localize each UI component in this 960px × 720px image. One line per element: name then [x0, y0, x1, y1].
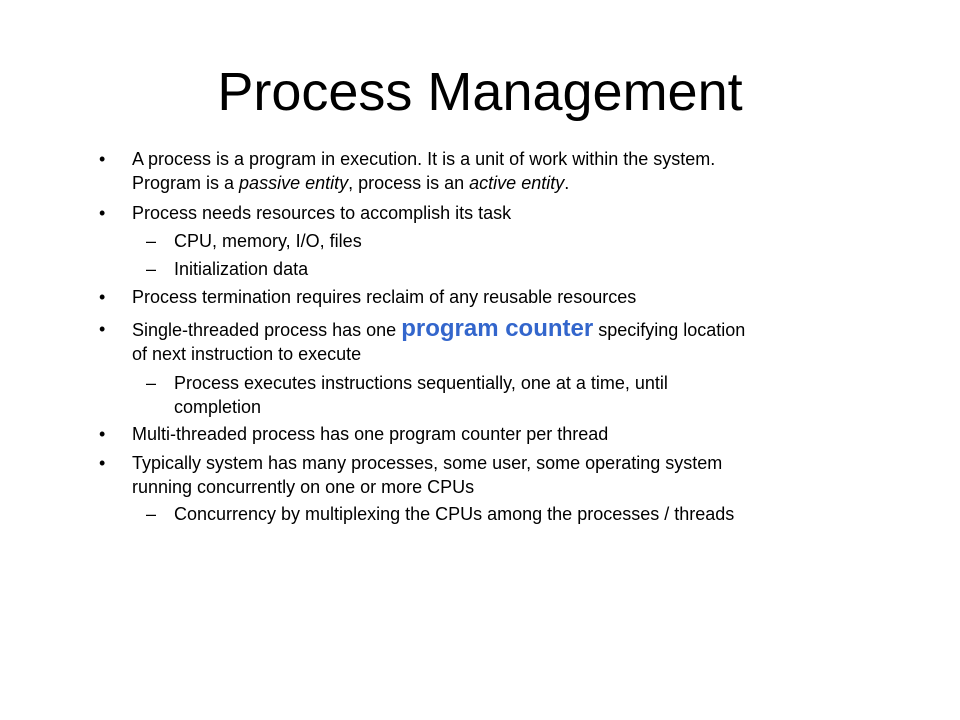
bullet-termination — [99, 285, 637, 309]
sub-bullet-cpu-memory — [146, 229, 362, 253]
bullet-multi-threaded — [99, 422, 609, 446]
bullet-single-threaded — [99, 315, 746, 366]
bullet-text: Multi-threaded process has one program counter per thread — [132, 424, 609, 444]
sub-bullet-text: Concurrency by multiplexing the CPUs among the processes / threads — [174, 504, 735, 524]
dash-marker: – — [146, 259, 157, 279]
bullet-marker: • — [99, 453, 106, 473]
dash-marker: – — [146, 504, 157, 524]
bullet-process-definition — [99, 147, 716, 195]
bullet-text: Typically system has many processes, some user, some operating system — [132, 453, 723, 473]
bullet-text: running concurrently on one or more CPUs — [132, 477, 475, 497]
dash-marker: – — [146, 231, 157, 251]
sub-bullet-concurrency — [146, 502, 735, 526]
sub-bullet-text: Process executes instructions sequentially, one at a time, until — [174, 373, 668, 393]
bullet-marker: • — [99, 203, 106, 223]
bullet-resources — [99, 201, 512, 225]
dash-marker: – — [146, 373, 157, 393]
bullet-text: Single-threaded process has one — [132, 320, 402, 340]
sub-bullet-init-data — [146, 257, 309, 281]
bullet-text: Process needs resources to accomplish its task — [132, 203, 512, 223]
bullet-text: , process is an — [348, 173, 470, 193]
bullet-text: A process is a program in execution. It is a unit of work within the system. — [132, 149, 716, 169]
bullet-text: specifying location — [593, 320, 746, 340]
sub-bullet-text: Initialization data — [174, 259, 309, 279]
bullet-text: of next instruction to execute — [132, 344, 362, 364]
bullet-many-processes — [99, 451, 723, 499]
bullet-text: Process termination requires reclaim of any reusable resources — [132, 287, 637, 307]
bullet-marker: • — [99, 424, 106, 444]
bullet-marker: • — [99, 149, 106, 169]
sub-bullet-text: completion — [174, 397, 262, 417]
bullet-text: Program is a — [132, 173, 240, 193]
slide-title: Process Management — [217, 62, 743, 122]
bullet-text: . — [564, 173, 570, 193]
bullet-marker: • — [99, 287, 106, 307]
sub-bullet-text: CPU, memory, I/O, files — [174, 231, 362, 251]
emphasis-text: active entity — [469, 173, 565, 193]
highlight-program-counter: program counter — [401, 315, 594, 342]
bullet-marker: • — [99, 319, 106, 339]
emphasis-text: passive entity — [239, 173, 349, 193]
sub-bullet-sequential — [146, 371, 668, 419]
